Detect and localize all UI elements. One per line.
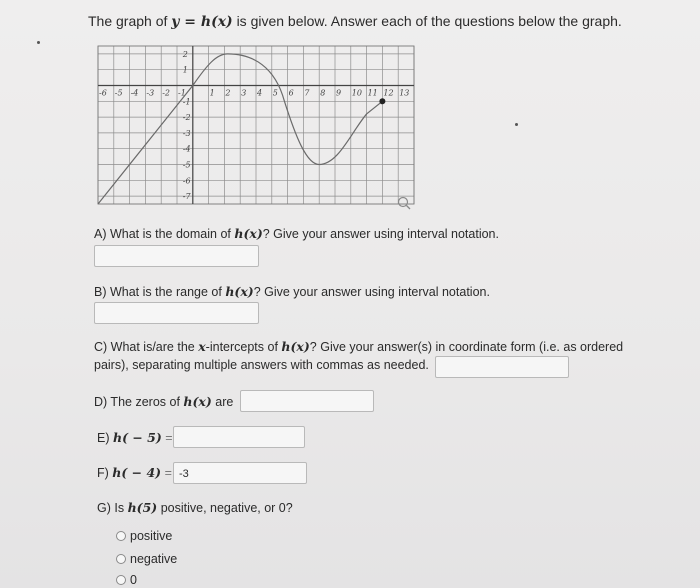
question-d	[94, 394, 233, 410]
x-tick-label: -4	[130, 88, 139, 98]
x-tick-label: 4	[257, 88, 263, 98]
qb-post: ? Give your answer using interval notation.	[253, 285, 490, 299]
x-tick-label: 7	[304, 88, 310, 98]
qg-post: positive, negative, or 0?	[160, 501, 293, 515]
h-neg4-input[interactable]: -3	[173, 462, 307, 484]
qe-eq: =	[165, 431, 173, 445]
qa-func: h(x)	[234, 226, 263, 241]
qf-eq: =	[164, 466, 172, 480]
option-positive-label: positive	[130, 529, 173, 543]
intro-func: y = h(x)	[171, 14, 233, 30]
qc-post: ? Give your answer(s) in coordinate form (i.e. as ordered	[309, 340, 624, 354]
x-tick-label: 9	[336, 88, 342, 98]
question-f	[97, 465, 172, 481]
x-tick-label: -6	[99, 88, 107, 98]
y-tick-label: -6	[182, 176, 191, 186]
qc-mid: -intercepts of	[205, 340, 278, 354]
question-b	[94, 284, 490, 300]
domain-input[interactable]	[94, 245, 259, 267]
question-e	[97, 430, 173, 446]
qa-post: ? Give your answer using interval notation.	[262, 227, 499, 241]
option-zero-label: 0	[130, 573, 137, 587]
question-c-line2: pairs), separating multiple answers with commas as needed.	[94, 358, 429, 372]
qc-var: x	[198, 339, 206, 354]
qf-func: h( − 4)	[112, 465, 162, 480]
qb-func: h(x)	[225, 284, 254, 299]
question-c	[94, 339, 623, 355]
y-tick-label: -4	[182, 144, 191, 154]
intro-pre: The graph of	[88, 13, 168, 29]
range-input[interactable]	[94, 302, 259, 324]
radio-positive[interactable]	[116, 531, 126, 541]
x-tick-label: 11	[367, 88, 378, 98]
x-tick-label: 6	[288, 88, 294, 98]
qg-func: h(5)	[127, 500, 158, 515]
qd-post: are	[215, 395, 234, 409]
zeros-input[interactable]	[240, 390, 374, 412]
radio-negative[interactable]	[116, 554, 126, 564]
option-positive[interactable]	[116, 528, 172, 544]
option-negative[interactable]	[116, 551, 177, 567]
x-tick-label: 8	[320, 88, 326, 98]
intro-post: is given below. Answer each of the questions below the graph.	[236, 13, 622, 29]
graph-endpoint	[379, 98, 385, 104]
x-tick-label: -3	[146, 88, 155, 98]
y-tick-label: 2	[182, 49, 188, 59]
qe-pre: E)	[97, 431, 110, 445]
qb-pre: B) What is the range of	[94, 285, 222, 299]
qd-func: h(x)	[183, 394, 212, 409]
x-tick-label: 5	[272, 88, 278, 98]
x-tick-label: 10	[351, 88, 362, 98]
radio-zero[interactable]	[116, 575, 126, 585]
x-tick-label: 2	[225, 88, 231, 98]
question-g	[97, 500, 293, 516]
x-tick-label: 12	[383, 88, 394, 98]
stray-dot	[37, 41, 40, 44]
stray-dot	[515, 123, 518, 126]
qc-func: h(x)	[281, 339, 310, 354]
y-tick-label: -3	[182, 128, 191, 138]
question-a	[94, 226, 499, 242]
x-tick-label: -2	[162, 88, 170, 98]
x-tick-label: 13	[399, 88, 410, 98]
x-tick-label: 3	[241, 88, 247, 98]
x-tick-label: -5	[114, 88, 123, 98]
x-intercepts-input[interactable]	[435, 356, 569, 378]
graph	[88, 40, 428, 215]
y-tick-label: -7	[182, 192, 191, 202]
h-neg5-input[interactable]	[173, 426, 305, 448]
option-zero[interactable]	[116, 572, 137, 588]
y-tick-label: -1	[182, 97, 191, 107]
qg-pre: G) Is	[97, 501, 125, 515]
qd-pre: D) The zeros of	[94, 395, 180, 409]
y-tick-label: -5	[182, 160, 191, 170]
qe-func: h( − 5)	[112, 430, 162, 445]
graph-grid	[98, 46, 414, 204]
magnifier-icon	[399, 198, 411, 210]
qf-pre: F)	[97, 466, 109, 480]
qc-pre: C) What is/are the	[94, 340, 195, 354]
qa-pre: A) What is the domain of	[94, 227, 231, 241]
x-tick-label: 1	[209, 88, 215, 98]
intro-text	[88, 13, 622, 30]
y-tick-label: 1	[182, 65, 188, 75]
option-negative-label: negative	[130, 552, 178, 566]
x-tick-label: -1	[178, 88, 186, 98]
y-tick-label: -2	[182, 113, 191, 123]
